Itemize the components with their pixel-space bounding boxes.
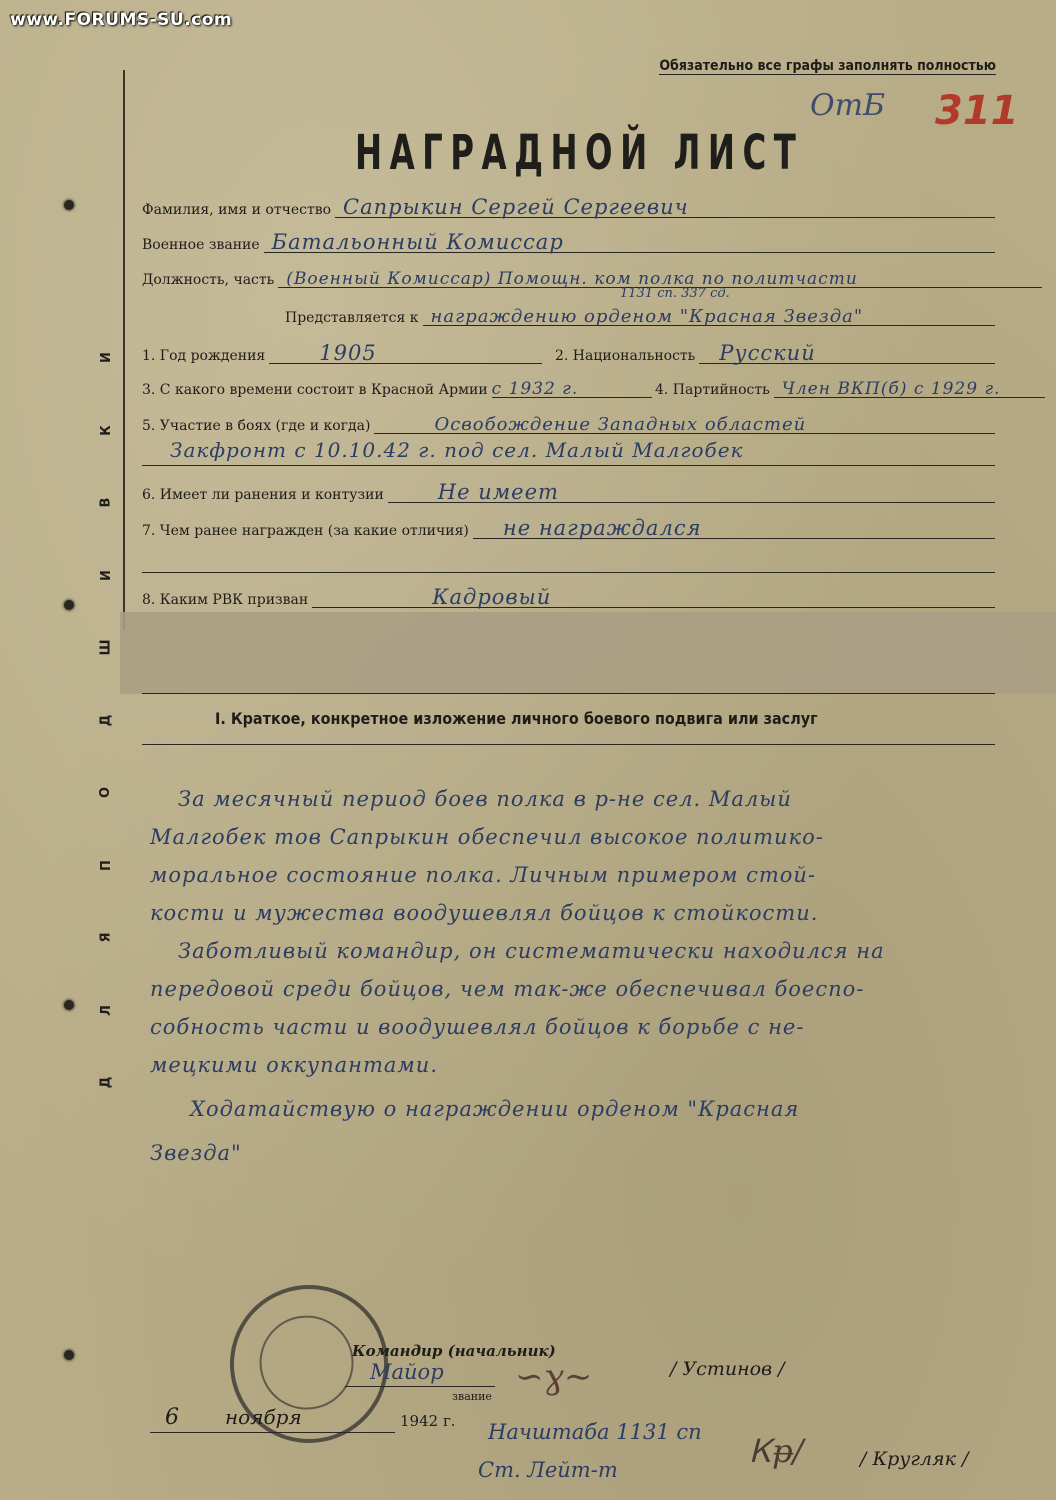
- narrative-line: Звезда": [150, 1141, 242, 1165]
- rvk-field: 8. Каким РВК призван Кадровый: [142, 584, 995, 608]
- nationality-field: 2. Национальность Русский: [555, 340, 995, 364]
- nationality-value: Русский: [719, 341, 816, 365]
- rvk-value: Кадровый: [432, 585, 552, 609]
- archive-mark: ОтБ: [810, 88, 886, 123]
- date-month: ноября: [225, 1405, 302, 1429]
- narrative-line: передовой среди бойцов, чем так-же обеспечивал боеспо-: [150, 977, 865, 1001]
- narrative-line: За месячный период боев полка в р-не сел. Малый: [178, 787, 792, 811]
- rank-caption: звание: [452, 1390, 492, 1403]
- position-field: Должность, часть (Военный Комиссар) Помощн. ком полка по политчасти: [142, 264, 1042, 288]
- awards-field: 7. Чем ранее награжден (за какие отличия) не награждался: [142, 515, 995, 539]
- narrative-line: Ходатайствую о награждении орденом "Красная: [190, 1097, 800, 1121]
- redacted-area: [120, 612, 1056, 694]
- presented-value: награждению орденом "Красная Звезда": [430, 306, 864, 327]
- position-unit: 1131 сп. 337 сд.: [620, 286, 730, 301]
- rank-field: Военное звание Батальонный Комиссар: [142, 229, 995, 253]
- binding-hole: [64, 1350, 74, 1360]
- narrative: [150, 780, 1010, 1172]
- caption-letter: И: [98, 569, 114, 581]
- chief-signature: Ꮶᵽ∕: [750, 1432, 804, 1470]
- party-field: 4. Партийность Член ВКП(б) с 1929 г.: [655, 374, 1045, 398]
- battles-value-1: Освобождение Западных областей: [434, 414, 807, 435]
- narrative-line: Заботливый командир, он систематически находился на: [178, 939, 885, 963]
- site-watermark: www.FORUMS-SU.com: [10, 10, 233, 30]
- birth-field: 1. Год рождения 1905: [142, 340, 542, 364]
- army-value: с 1932 г.: [491, 379, 579, 399]
- name-value: Сапрыкин Сергей Сергеевич: [343, 195, 689, 219]
- caption-letter: Л: [98, 1004, 114, 1016]
- narrative-line: мецкими оккупантами.: [150, 1053, 438, 1077]
- separator-line: [142, 744, 995, 745]
- battles-line-2: [142, 465, 995, 466]
- birth-value: 1905: [319, 341, 377, 365]
- binding-caption: [86, 350, 126, 1090]
- narrative-line: моральное состояние полка. Личным примером стой-: [150, 863, 817, 887]
- battles-value-2: Закфронт с 10.10.42 г. под сел. Малый Малгобек: [170, 438, 744, 462]
- chief-of-staff: Начштаба 1131 сп: [488, 1420, 702, 1444]
- commander-label: Командир (начальник): [352, 1342, 556, 1360]
- commander-signature: ∽ɣ∼: [515, 1357, 593, 1397]
- chief-name: / Кругляк /: [860, 1448, 969, 1470]
- section-title: I. Краткое, конкретное изложение личного боевого подвига или заслуг: [215, 709, 818, 728]
- name-field: Фамилия, имя и отчество Сапрыкин Сергей Сергеевич: [142, 194, 995, 218]
- caption-letter: Д: [98, 714, 114, 726]
- binding-hole: [64, 200, 74, 210]
- rank-line: [345, 1386, 495, 1387]
- date-line: [150, 1432, 395, 1433]
- caption-letter: О: [98, 786, 114, 799]
- chief-rank: Ст. Лейт-т: [478, 1458, 618, 1482]
- binding-hole: [64, 1000, 74, 1010]
- wounds-field: 6. Имеет ли ранения и контузии Не имеет: [142, 479, 995, 503]
- battles-field: 5. Участие в боях (где и когда) Освобождение Западных областей: [142, 410, 995, 434]
- caption-letter: В: [98, 497, 114, 508]
- instruction-note: Обязательно все графы заполнять полностью: [659, 58, 996, 74]
- wounds-value: Не имеет: [437, 480, 559, 504]
- caption-letter: Ш: [98, 639, 114, 656]
- narrative-line: Малгобек тов Сапрыкин обеспечил высокое политико-: [150, 825, 824, 849]
- narrative-line: собность части и воодушевлял бойцов к борьбе с не-: [150, 1015, 805, 1039]
- commander-rank: Майор: [370, 1360, 444, 1384]
- awards-value: не награждался: [502, 516, 702, 540]
- binding-hole: [64, 600, 74, 610]
- commander-name: / Устинов /: [670, 1358, 785, 1380]
- caption-letter: И: [98, 352, 114, 363]
- document-title: НАГРАДНОЙ ЛИСТ: [355, 125, 804, 181]
- date-day: 6: [165, 1405, 179, 1430]
- separator-line: [142, 693, 995, 694]
- caption-letter: Я: [98, 932, 114, 943]
- narrative-line: кости и мужества воодушевлял бойцов к стойкости.: [150, 901, 819, 925]
- party-value: Член ВКП(б) с 1929 г.: [781, 379, 1001, 399]
- army-field: 3. С какого времени состоит в Красной Армии с 1932 г.: [142, 374, 652, 398]
- date-year: 1942 г.: [400, 1412, 456, 1430]
- caption-letter: К: [98, 424, 114, 436]
- awards-line-2: [142, 572, 995, 573]
- caption-letter: Д: [98, 1076, 114, 1089]
- caption-letter: П: [98, 859, 114, 871]
- archive-number: 311: [935, 88, 1019, 134]
- position-value: (Военный Комиссар) Помощн. ком полка по политчасти: [286, 269, 858, 289]
- rank-value: Батальонный Комиссар: [271, 230, 564, 254]
- presented-field: Представляется к награждению орденом "Красная Звезда": [285, 302, 995, 326]
